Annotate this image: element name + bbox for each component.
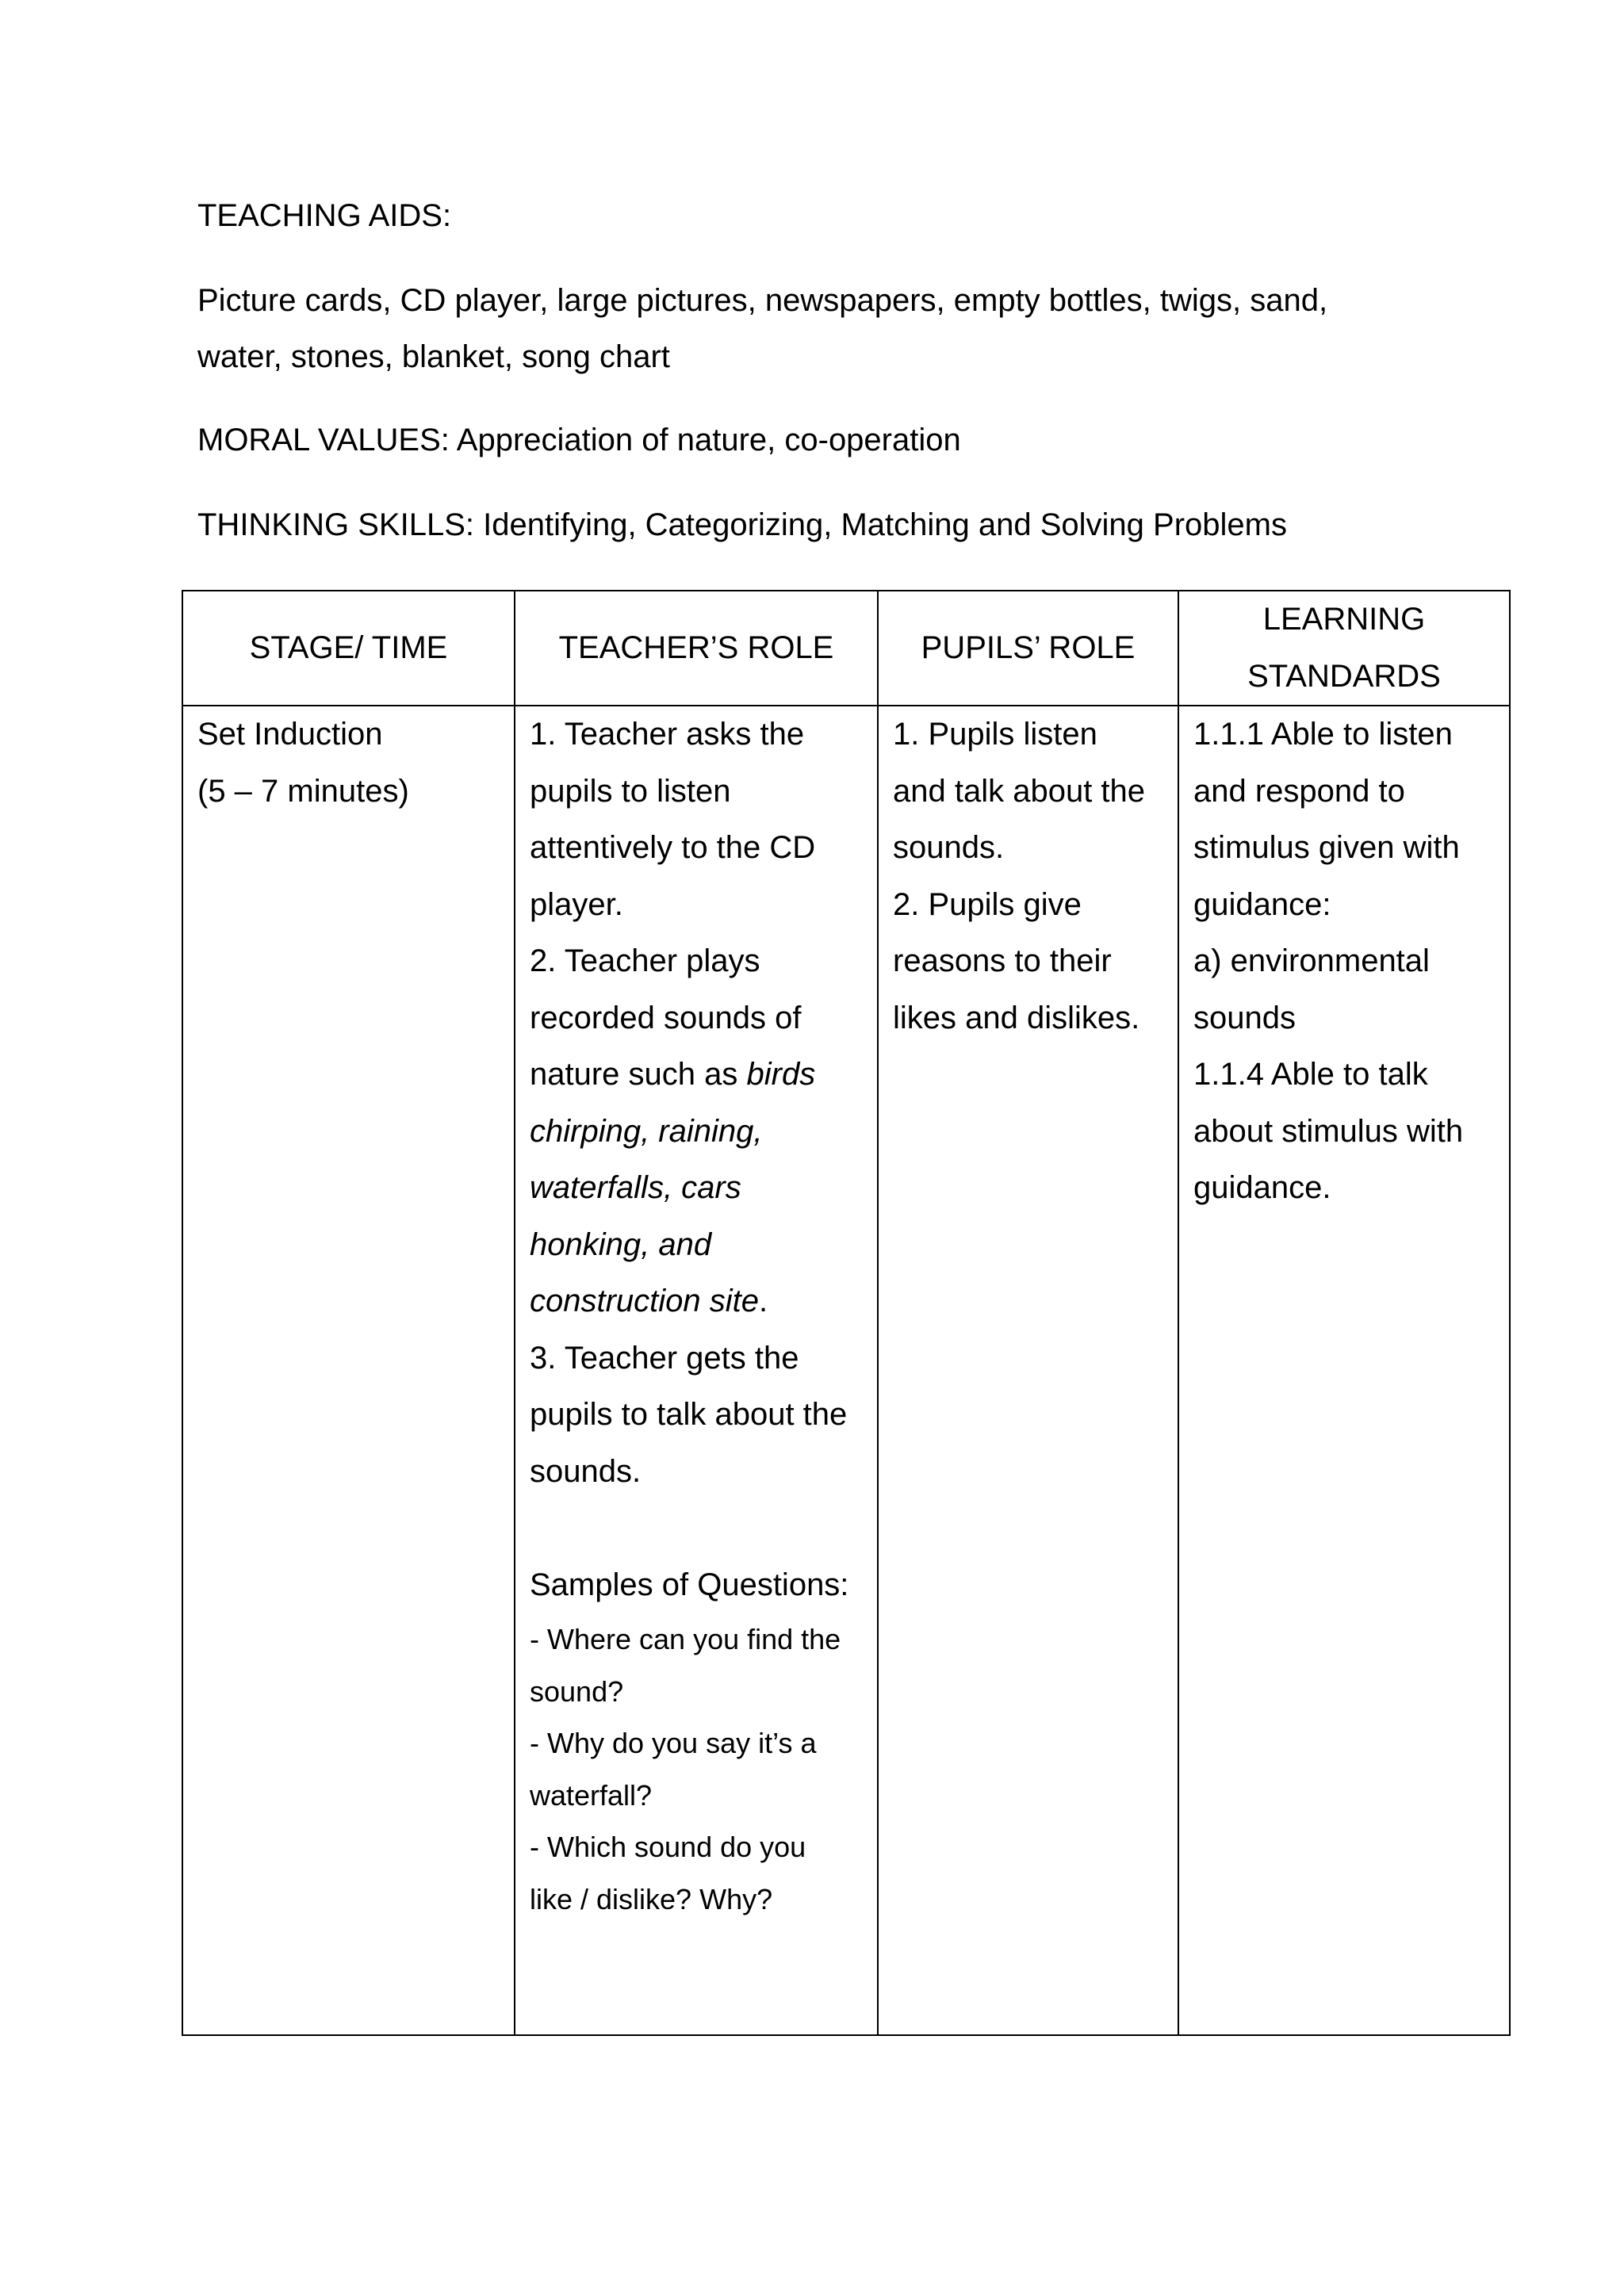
pupils-line: 2. Pupils give <box>893 886 1082 922</box>
header-teachers-role-text: TEACHER’S ROLE <box>558 629 834 665</box>
stage-name: Set Induction <box>197 717 383 752</box>
standards-line: stimulus given with <box>1193 830 1460 865</box>
teacher-italic-line: waterfalls, cars <box>530 1170 741 1205</box>
stage-duration: (5 – 7 minutes) <box>197 773 409 809</box>
question-line: like / dislike? Why? <box>530 1882 773 1915</box>
moral-values <box>197 412 1506 469</box>
teacher-italic-text: construction site <box>530 1284 760 1318</box>
teacher-italic-text: birds <box>746 1057 816 1092</box>
teacher-line: 2. Teacher plays <box>530 943 760 978</box>
table-row <box>182 706 1510 2035</box>
header-pupils-role <box>878 591 1178 706</box>
thinking-skills <box>197 497 1506 553</box>
header-teachers-role <box>515 591 878 706</box>
standards-line: sounds <box>1193 1000 1296 1035</box>
header-stage-time <box>182 591 515 706</box>
teacher-italic-line: chirping, raining, <box>530 1113 763 1149</box>
teacher-line: sounds. <box>530 1453 642 1489</box>
teacher-text: nature such as <box>530 1057 747 1092</box>
teaching-aids-line-2: water, stones, blanket, song chart <box>197 339 670 374</box>
teacher-line: player. <box>530 886 623 922</box>
thinking-skills-text: THINKING SKILLS: Identifying, Categorizing, Matching and Solving Problems <box>197 507 1287 542</box>
question-line: waterfall? <box>530 1778 653 1812</box>
moral-values-text: MORAL VALUES: Appreciation of nature, co-operation <box>197 423 961 457</box>
cell-stage-time <box>182 706 515 2035</box>
teacher-line: attentively to the CD <box>530 830 816 865</box>
teaching-aids-line-1: Picture cards, CD player, large pictures, newspapers, empty bottles, twigs, sand, <box>197 283 1328 318</box>
pupils-line: 1. Pupils listen <box>893 717 1097 752</box>
teacher-line: 1. Teacher asks the <box>530 717 805 752</box>
header-learning-standards-line-2: STANDARDS <box>1247 658 1441 694</box>
cell-teachers-role <box>515 706 878 2035</box>
standards-line: 1.1.1 Able to listen <box>1193 717 1453 752</box>
lesson-plan-table <box>182 590 1511 2036</box>
pupils-line: sounds. <box>893 830 1005 865</box>
standards-line: and respond to <box>1193 773 1405 809</box>
teacher-line-mixed <box>530 1047 863 1104</box>
teacher-italic-line: honking, and <box>530 1226 712 1262</box>
teacher-line: 3. Teacher gets the <box>530 1340 799 1376</box>
question-line: - Where can you find the <box>530 1623 841 1655</box>
teacher-line-mixed <box>530 1273 863 1330</box>
teacher-line: recorded sounds of <box>530 1000 802 1035</box>
question-line: - Which sound do you <box>530 1831 806 1863</box>
teaching-aids-heading-text: TEACHING AIDS: <box>197 198 452 233</box>
header-stage-time-text: STAGE/ TIME <box>249 629 448 665</box>
cell-pupils-role <box>878 706 1178 2035</box>
teacher-line: pupils to listen <box>530 773 731 809</box>
question-line: sound? <box>530 1674 624 1708</box>
teacher-line: pupils to talk about the <box>530 1397 848 1432</box>
header-learning-standards-line-1: LEARNING <box>1262 602 1426 637</box>
pupils-line: reasons to their <box>893 943 1112 978</box>
standards-line: a) environmental <box>1193 943 1430 978</box>
standards-line: 1.1.4 Able to talk <box>1193 1057 1428 1092</box>
standards-line: about stimulus with <box>1193 1113 1464 1149</box>
spacer <box>530 1500 863 1557</box>
cell-learning-standards <box>1178 706 1510 2035</box>
standards-line: guidance. <box>1193 1170 1331 1205</box>
teaching-aids-list <box>197 273 1506 385</box>
header-pupils-role-text: PUPILS’ ROLE <box>921 629 1136 665</box>
samples-heading: Samples of Questions: <box>530 1567 849 1602</box>
table-header-row <box>182 591 1510 706</box>
pupils-line: likes and dislikes. <box>893 1000 1140 1035</box>
header-learning-standards <box>1178 591 1510 706</box>
teacher-text: . <box>759 1284 768 1318</box>
pupils-line: and talk about the <box>893 773 1146 809</box>
teaching-aids-heading <box>197 188 1506 244</box>
standards-line: guidance: <box>1193 886 1331 922</box>
question-line: - Why do you say it’s a <box>530 1727 817 1759</box>
